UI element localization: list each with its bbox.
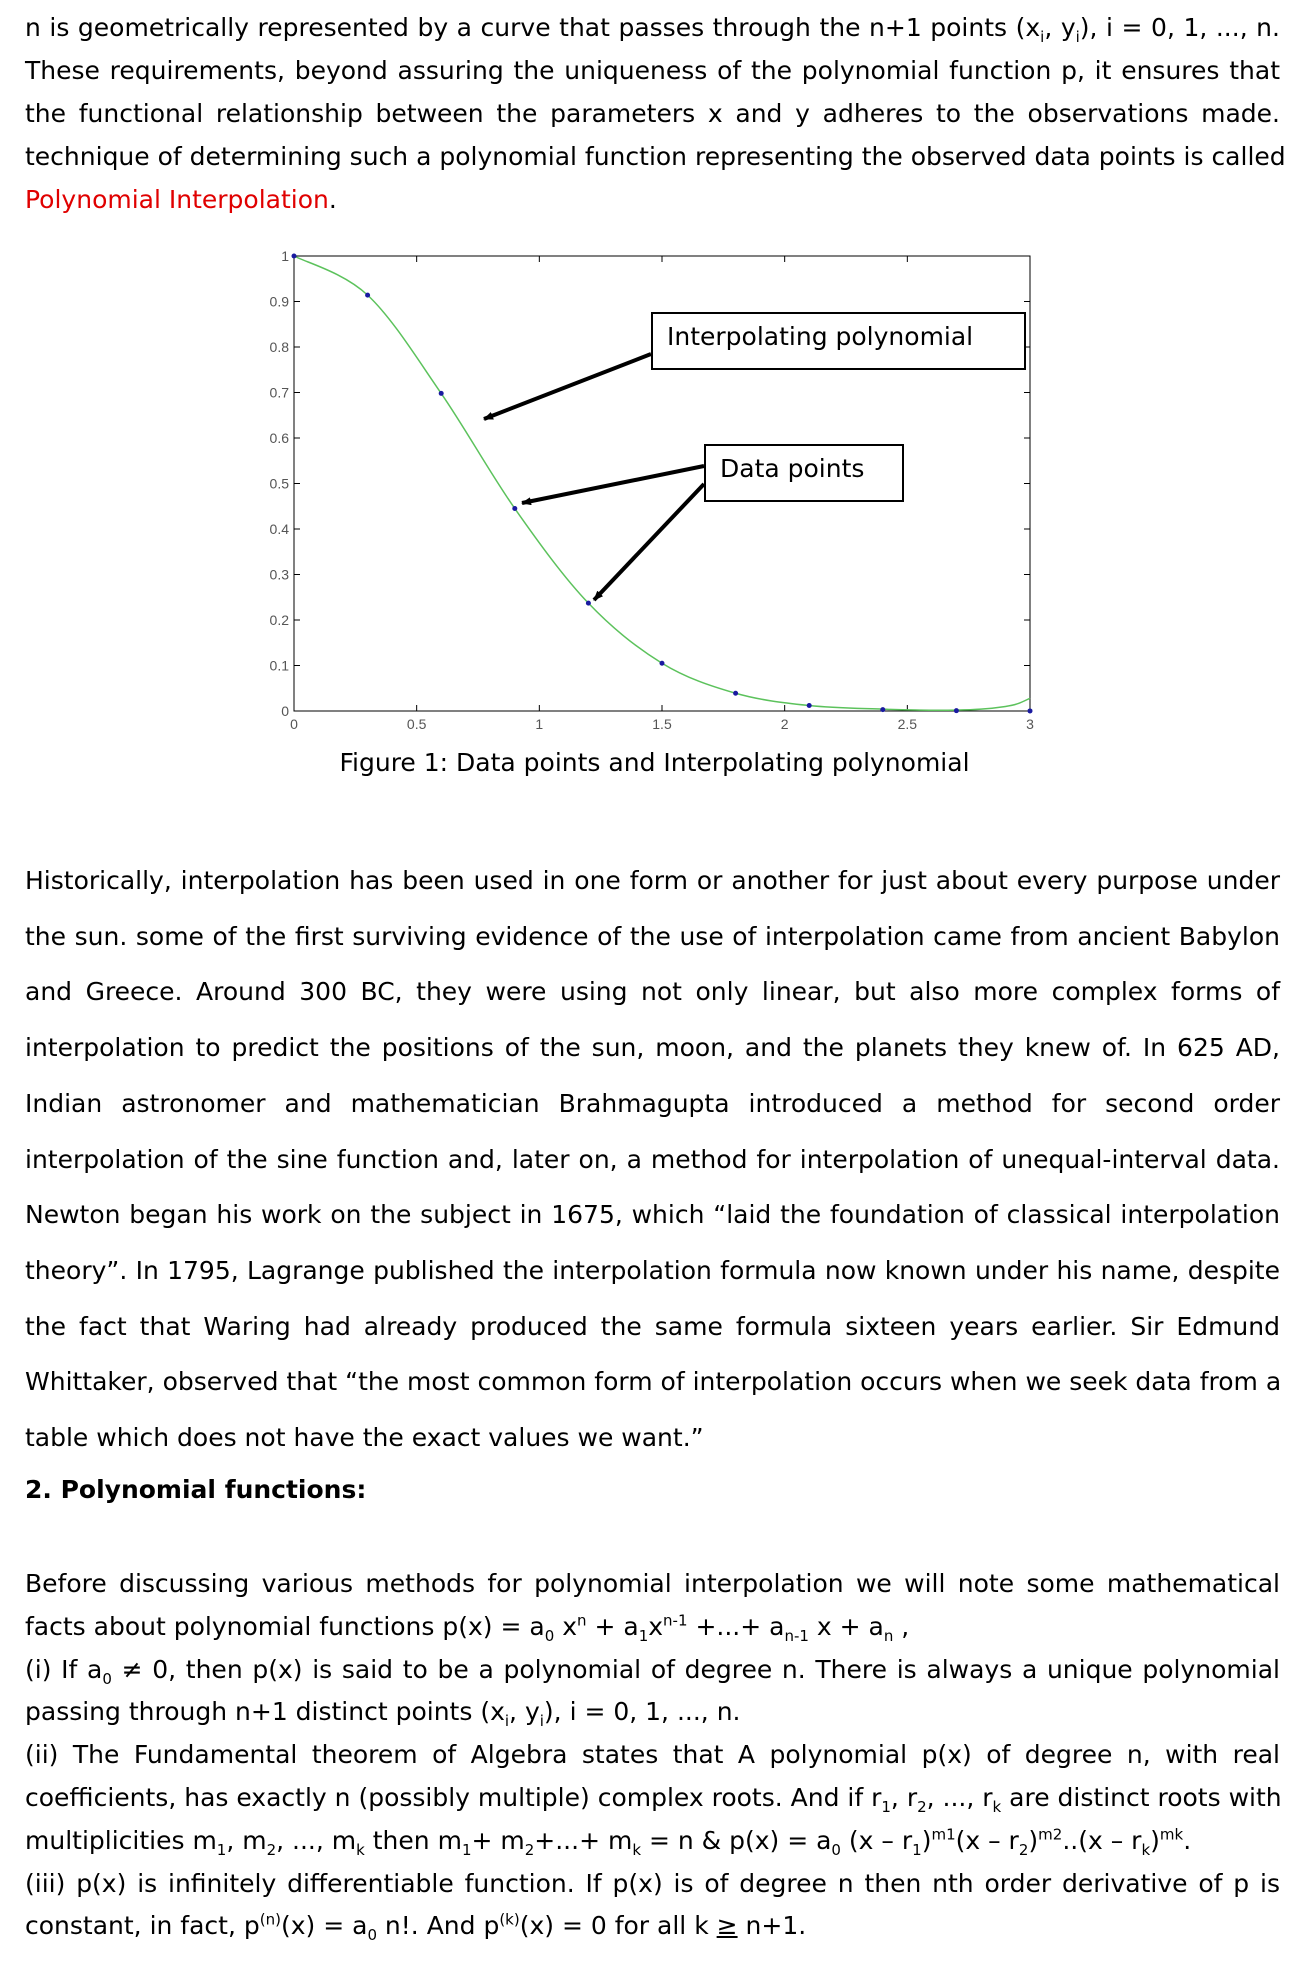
arrow-to-point-1	[522, 466, 704, 503]
history-paragraph	[25, 853, 1280, 1466]
history-line: interpolation of the sine function and, later on, a method for interpolation of unequal-interval data.	[25, 1144, 1280, 1174]
data-point	[365, 293, 370, 298]
y-tick-label: 0	[281, 703, 289, 719]
facts-line-6: coefficients, has exactly n (possibly multiple) complex roots. And if $r_1$, $r_2$, ..., $r_k$ are distinct roots with	[25, 1782, 1282, 1816]
arrow-to-curve	[484, 354, 651, 419]
callout-data-points	[704, 444, 904, 502]
data-point	[512, 506, 517, 511]
section-heading: 2. Polynomial functions:	[25, 1475, 367, 1504]
data-point	[880, 707, 885, 712]
history-line: table which does not have the exact values we want.”	[25, 1423, 704, 1453]
history-line: and Greece. Around 300 BC, they were using not only linear, but also more complex forms of	[25, 977, 1280, 1007]
facts-line-2: facts about polynomial functions $p(x) = a_0$ $x^n + a_1x^{n-1}$ +...+ $a_{n-1}$ $x + a_n$ ,	[25, 1611, 910, 1645]
facts-line-7: multiplicities $m_1$, $m_2$, ..., $m_k$ then $m_1+ m_2+...+ m_k = n$ & $p(x) = a_0$ $(x - r_1)^{m1}(x - r_2)^{m2}..(x - r_k)^{mk}$.	[25, 1825, 1192, 1859]
data-point	[292, 254, 297, 259]
facts-line-5: (ii) The Fundamental theorem of Algebra states that A polynomial p(x) of degree n, with real	[25, 1740, 1280, 1770]
history-line: the fact that Waring had already produced the same formula sixteen years earlier. Sir Edmund	[25, 1311, 1280, 1341]
intro-paragraph	[25, 6, 1286, 221]
data-point	[1028, 708, 1033, 713]
x-tick-label: 2	[780, 716, 789, 732]
data-point	[586, 601, 591, 606]
y-tick-label: 0.2	[269, 612, 289, 628]
history-line: interpolation to predict the positions of the sun, moon, and the planets they knew of. In 625 AD,	[25, 1033, 1280, 1063]
intro-line-4: technique of determining such a polynomial function representing the observed data points is called	[25, 142, 1286, 171]
history-line: Whittaker, observed that “the most common form of interpolation occurs when we seek data from a	[25, 1367, 1282, 1397]
figure-caption: Figure 1: Data points and Interpolating polynomial	[339, 748, 970, 777]
history-line: Historically, interpolation has been used in one form or another for just about every purpose under	[25, 866, 1280, 895]
intro-line-3: the functional relationship between the parameters x and y adheres to the observations made.	[25, 99, 1280, 128]
x-tick-label: 0.5	[406, 716, 427, 732]
y-tick-label: 0.9	[269, 293, 289, 310]
x-tick-label: 2.5	[897, 716, 918, 732]
intro-line-5: Polynomial Interpolation.	[25, 185, 337, 214]
history-line: the sun. some of the first surviving evidence of the use of interpolation came from ancient Babylon	[25, 921, 1280, 951]
figure-1	[0, 235, 1309, 795]
y-tick-label: 0.5	[269, 475, 289, 492]
x-tick-label: 3	[1026, 716, 1034, 732]
y-tick-label: 0.8	[269, 339, 289, 355]
y-tick-label: 0.3	[269, 566, 289, 583]
facts-line-8: (iii) p(x) is infinitely differentiable function. If p(x) is of degree n then nth order derivative of p is	[25, 1868, 1280, 1898]
data-point	[660, 661, 665, 666]
intro-line-1: n is geometrically represented by a curve that passes through the n+1 points ($x_i$, $y_i$), i = 0, 1, ..., n.	[25, 13, 1280, 46]
history-line: theory”. In 1795, Lagrange published the interpolation formula now known under his name, despite	[25, 1255, 1280, 1285]
intro-line-2: These requirements, beyond assuring the uniqueness of the polynomial function p, it ensures that	[25, 56, 1280, 85]
facts-line-1: Before discussing various methods for polynomial interpolation we will note some mathematical	[25, 1569, 1280, 1598]
data-point	[439, 391, 444, 396]
facts-line-9: constant, in fact, $p^{(n)}(x) = a_0$ n!. And $p^{(k)}(x) = 0$ for all k ≥ n+1.	[25, 1911, 807, 1945]
y-tick-label: 1	[281, 248, 289, 264]
arrow-to-point-2	[594, 484, 704, 600]
history-line: Indian astronomer and mathematician Brahmagupta introduced a method for second order	[25, 1088, 1280, 1118]
x-tick-label: 0	[290, 716, 298, 732]
data-point	[954, 708, 959, 713]
facts-line-4: passing through n+1 distinct points ($x_i$, $y_i$), i = 0, 1, ..., n.	[25, 1697, 741, 1731]
callout-polynomial-text: Interpolating polynomial	[667, 322, 974, 351]
y-tick-label: 0.4	[269, 521, 289, 537]
facts-paragraph	[25, 1563, 1280, 1948]
x-tick-label: 1.5	[652, 716, 672, 732]
facts-line-3: (i) If $a_0 \ne 0$, then p(x) is said to be a polynomial of degree n. There is always a unique polynomial	[25, 1654, 1280, 1688]
callout-interpolating-polynomial	[651, 312, 1026, 370]
history-line: Newton began his work on the subject in 1675, which “laid the foundation of classical interpolation	[25, 1200, 1280, 1230]
data-point	[733, 691, 738, 696]
y-tick-label: 0.7	[269, 384, 289, 401]
data-point	[807, 703, 812, 708]
y-tick-label: 0.1	[269, 657, 289, 674]
callout-points-text: Data points	[720, 454, 865, 483]
x-tick-label: 1	[535, 716, 544, 732]
y-tick-label: 0.6	[269, 430, 289, 446]
highlighted-term: Polynomial Interpolation	[25, 185, 329, 214]
